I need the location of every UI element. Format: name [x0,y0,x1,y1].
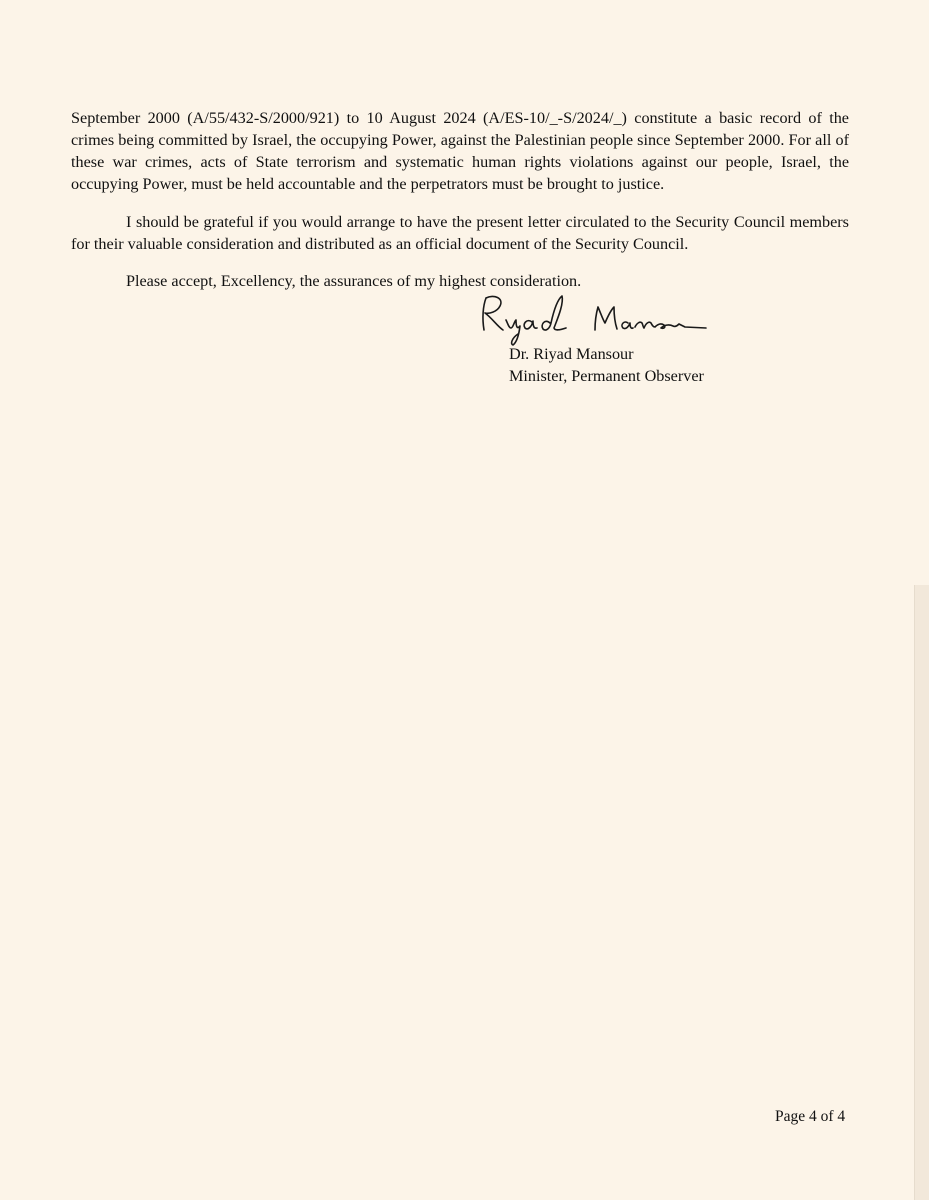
closing-line: Please accept, Excellency, the assurances of my highest consideration. [126,272,582,290]
handwritten-signature [470,290,720,350]
page-edge-shadow [914,585,929,1200]
body-paragraph-2: I should be grateful if you would arrange to have the present letter circulated to the Security Council members for their valuable consideration and distributed as an official document of the Security Council. [71,213,849,253]
body-paragraph-1: September 2000 (A/55/432-S/2000/921) to 10 August 2024 (A/ES-10/_-S/2024/_) constitute a basic record of the crimes being committed by Israel, the occupying Power, against the Palestinian people since September 2000. For all of these war crimes, acts of State terrorism and systematic human rights violations against our people, Israel, the occupying Power, must be held accountable and the perpetrators must be brought to justice. [71,109,849,193]
signer-title: Minister, Permanent Observer [509,367,704,385]
signer-name: Dr. Riyad Mansour [509,345,634,363]
page-number: Page 4 of 4 [775,1108,846,1125]
